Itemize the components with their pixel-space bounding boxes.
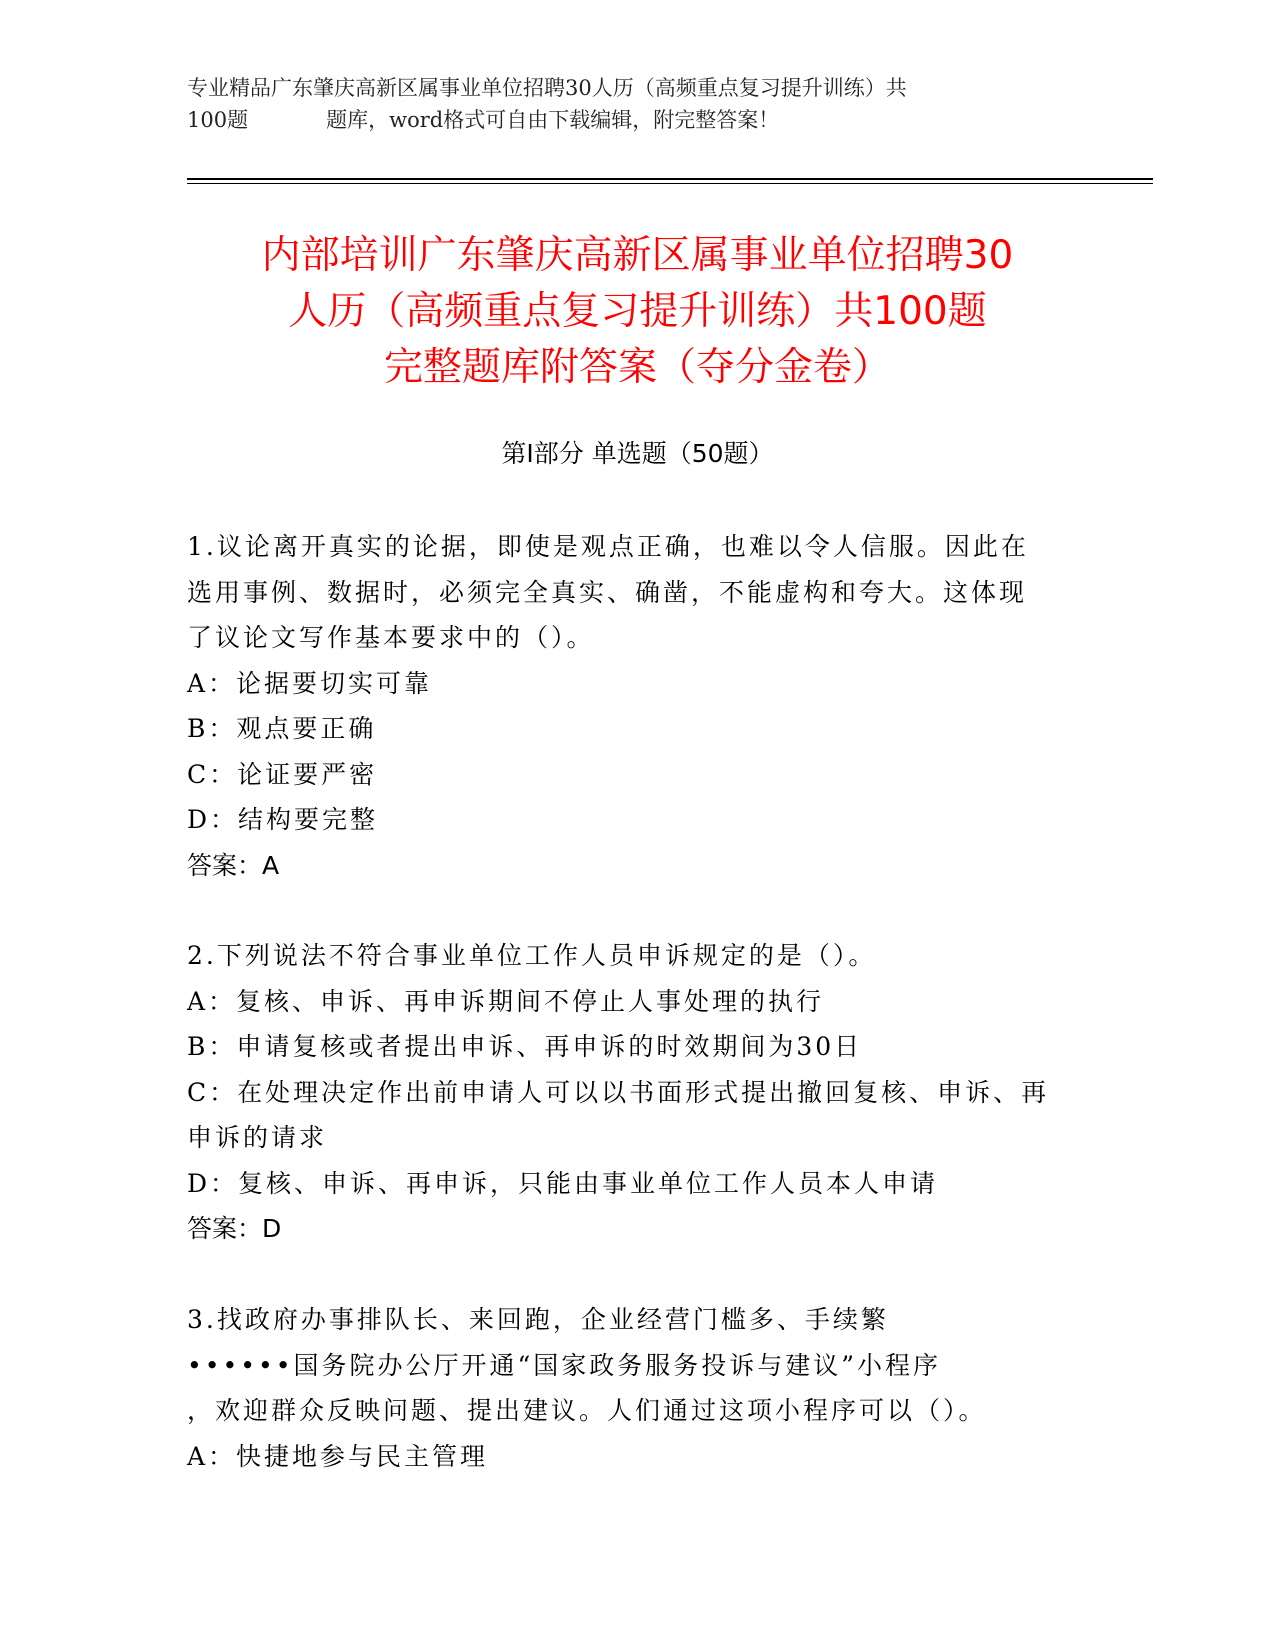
question-text: 3.找政府办事排队长、来回跑，企业经营门槛多、手续繁: [187, 1305, 889, 1334]
option-a: A：论据要切实可靠: [187, 668, 433, 698]
option-c-continued: 申诉的请求: [187, 1123, 328, 1152]
header-rule-thin: [187, 183, 1153, 184]
header-description: 题库，word格式可自由下载编辑，附完整答案！: [326, 108, 780, 132]
option-b: B：观点要正确: [187, 714, 377, 743]
header-question-count: 100题: [187, 108, 249, 132]
question-text: ，欢迎群众反映问题、提出建议。人们通过这项小程序可以（）。: [187, 1396, 987, 1425]
title-line-2: 人历（高频重点复习提升训练）共100题: [288, 289, 987, 334]
header-line-2: [187, 104, 1067, 136]
option-b: B：申请复核或者提出申诉、再申诉的时效期间为30日: [187, 1032, 863, 1061]
option-a: A：快捷地参与民主管理: [187, 1441, 489, 1471]
option-c: C：论证要严密: [187, 759, 378, 789]
question-text: 2.下列说法不符合事业单位工作人员申诉规定的是（）。: [187, 941, 877, 970]
header-line-1: 专业精品广东肇庆高新区属事业单位招聘30人历（高频重点复习提升训练）共: [187, 76, 907, 100]
option-d: D：结构要完整: [187, 805, 379, 834]
section-heading: 第I部分 单选题（50题）: [501, 439, 774, 468]
option-a: A：复核、申诉、再申诉期间不停止人事处理的执行: [187, 986, 825, 1016]
question-text: 1.议论离开真实的论据，即使是观点正确，也难以令人信服。因此在: [187, 532, 1029, 561]
option-d: D：复核、申诉、再申诉，只能由事业单位工作人员本人申请: [187, 1168, 939, 1198]
option-c: C：在处理决定作出前申请人可以以书面形式提出撤回复核、申诉、再: [187, 1077, 1050, 1107]
page-header: [187, 72, 1067, 136]
title-line-3: 完整题库附答案（夺分金卷）: [383, 345, 891, 390]
question-3: [187, 1297, 1087, 1479]
question-text: 了议论文写作基本要求中的（）。: [187, 623, 595, 652]
header-rule-thick: [187, 178, 1153, 180]
question-text: 选用事例、数据时，必须完全真实、确凿，不能虚构和夸大。这体现: [187, 577, 1028, 607]
title-line-1: 内部培训广东肇庆高新区属事业单位招聘30: [261, 233, 1014, 278]
question-1: [187, 524, 1087, 888]
document-title: [150, 228, 1125, 396]
question-text: ••••••国务院办公厅开通“国家政务服务投诉与建议”小程序: [187, 1350, 942, 1380]
question-2: [187, 933, 1087, 1252]
answer: 答案：A: [187, 850, 280, 880]
answer: 答案：D: [187, 1214, 282, 1243]
